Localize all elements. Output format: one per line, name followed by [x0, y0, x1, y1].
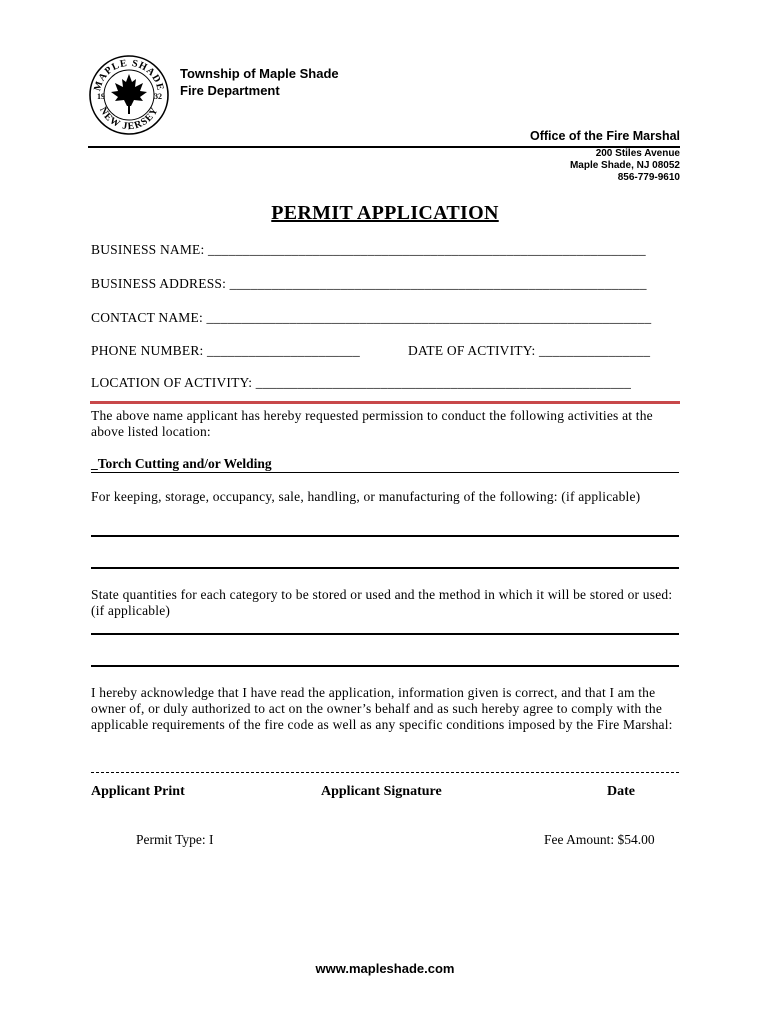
fee-amount: Fee Amount: $54.00: [544, 832, 655, 847]
permit-type: Permit Type: I: [136, 832, 214, 847]
township-seal: [88, 54, 170, 136]
date-of-activity-field[interactable]: DATE OF ACTIVITY: ________________: [408, 343, 651, 358]
applicant-print-label: Applicant Print: [91, 784, 185, 799]
acknowledge-text: I hereby acknowledge that I have read the application, information given is correct, and that I am the owner of, or duly authorized to act on the owner’s behalf and as such hereby agree to comply with the applicable requirements of the fire code as well as any specific conditions imposed by the Fire Marshal:: [91, 685, 673, 732]
footer-website[interactable]: www.mapleshade.com: [315, 961, 455, 976]
keeping-blank-line-1[interactable]: [91, 535, 679, 537]
business-name-field[interactable]: BUSINESS NAME: _______________________________________________________________: [91, 242, 646, 257]
applicant-signature-label: Applicant Signature: [321, 784, 442, 799]
page-title: PERMIT APPLICATION: [271, 202, 499, 224]
section-divider: [90, 401, 680, 404]
activity-field[interactable]: [91, 456, 679, 473]
township-name: Township of Maple Shade: [180, 66, 339, 81]
contact-name-field[interactable]: CONTACT NAME: ________________________________________________________________: [91, 310, 652, 325]
quantities-text: State quantities for each category to be stored or used and the method in which it will be stored or used: (if applicable): [91, 587, 673, 618]
quantities-blank-line-1[interactable]: [91, 633, 679, 635]
quantities-blank-line-2[interactable]: [91, 665, 679, 667]
keeping-blank-line-2[interactable]: [91, 567, 679, 569]
maple-leaf-icon: [111, 74, 147, 114]
office-phone: 856-779-9610: [617, 172, 680, 183]
office-address-line2: Maple Shade, NJ 08052: [569, 160, 680, 171]
seal-year-left: 19: [97, 92, 105, 101]
business-address-field[interactable]: BUSINESS ADDRESS: ____________________________________________________________: [91, 276, 647, 291]
seal-year-right: 32: [154, 92, 162, 101]
activity-text: _Torch Cutting and/or Welding: [91, 456, 272, 471]
signature-line[interactable]: [91, 772, 679, 773]
request-text: The above name applicant has hereby requested permission to conduct the following activities at the above listed location:: [91, 408, 653, 439]
header-rule: [88, 146, 680, 148]
seal-top-text: MAPLE SHADE: [92, 57, 166, 93]
department-name: Fire Department: [180, 83, 280, 98]
date-label: Date: [607, 784, 635, 799]
seal-bottom-text: NEW JERSEY: [97, 105, 161, 133]
location-of-activity-field[interactable]: LOCATION OF ACTIVITY: ______________________________________________________: [91, 375, 632, 390]
phone-number-field[interactable]: PHONE NUMBER: ______________________: [91, 343, 360, 358]
keeping-text: For keeping, storage, occupancy, sale, handling, or manufacturing of the following: (if applicable): [91, 489, 641, 504]
office-name: Office of the Fire Marshal: [529, 129, 680, 143]
office-address-line1: 200 Stiles Avenue: [595, 148, 680, 159]
